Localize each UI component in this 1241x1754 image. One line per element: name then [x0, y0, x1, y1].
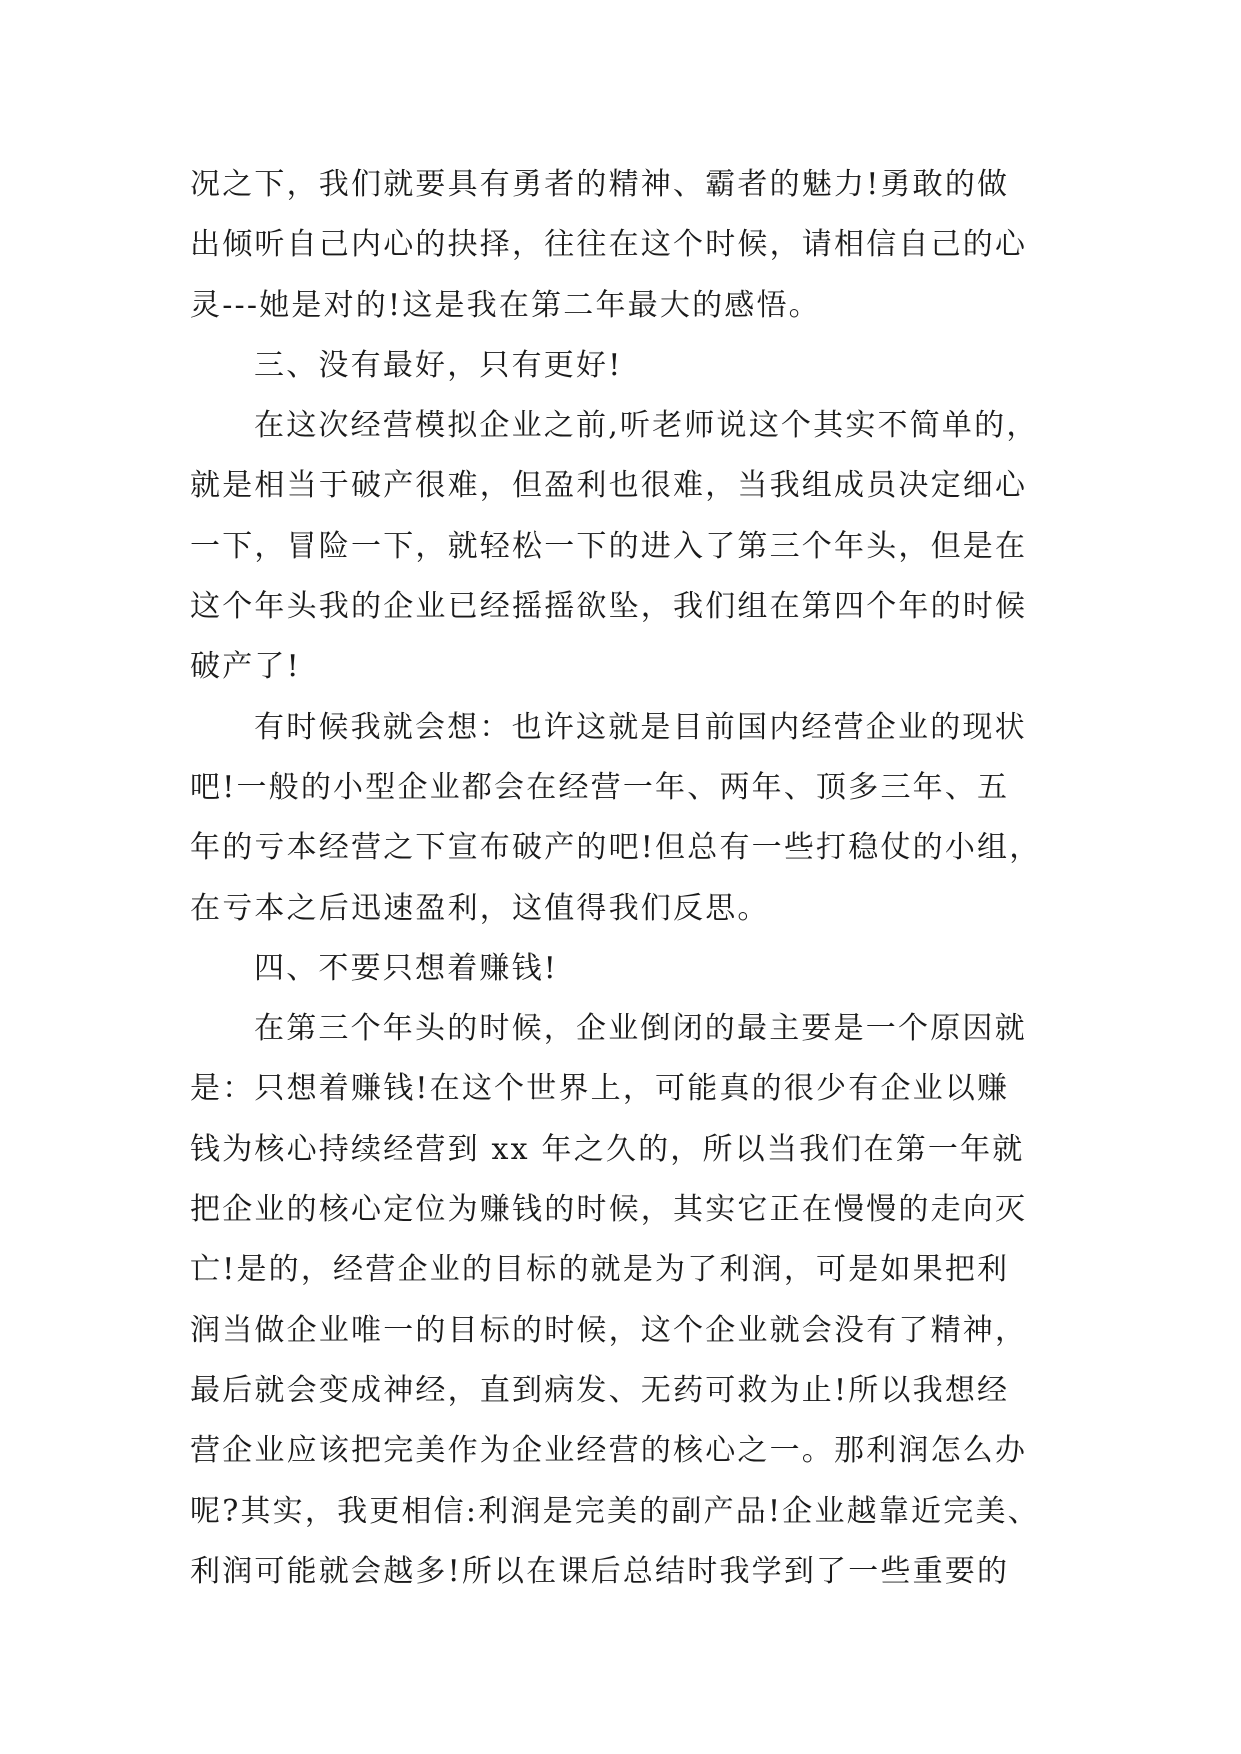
- document-body: [190, 155, 1070, 1602]
- paragraph-line: 这个年头我的企业已经摇摇欲坠，我们组在第四个年的时候: [190, 589, 1028, 625]
- paragraph-line: 营企业应该把完美作为企业经营的核心之一。那利润怎么办: [190, 1433, 1028, 1469]
- paragraph-line: 就是相当于破产很难，但盈利也很难，当我组成员决定细心: [190, 468, 1028, 504]
- paragraph-line: 灵---她是对的!这是我在第二年最大的感悟。: [190, 287, 821, 323]
- paragraph-line: 是：只想着赚钱!在这个世界上，可能真的很少有企业以赚: [190, 1071, 1010, 1107]
- paragraph-line: 吧!一般的小型企业都会在经营一年、两年、顶多三年、五: [190, 769, 1010, 805]
- paragraph-line: 在亏本之后迅速盈利，这值得我们反思。: [190, 890, 770, 926]
- paragraph-line: 把企业的核心定位为赚钱的时候，其实它正在慢慢的走向灭: [190, 1192, 1028, 1228]
- paragraph-line: 呢?其实，我更相信:利润是完美的副产品!企业越靠近完美、: [190, 1493, 1040, 1529]
- paragraph-line: 亡!是的，经营企业的目标的就是为了利润，可是如果把利: [190, 1252, 1010, 1288]
- section-heading: 四、不要只想着赚钱!: [254, 950, 559, 986]
- section-heading: 三、没有最好，只有更好!: [254, 347, 623, 383]
- paragraph-line: 年的亏本经营之下宣布破产的吧!但总有一些打稳仗的小组，: [190, 830, 1042, 866]
- paragraph-line: 利润可能就会越多!所以在课后总结时我学到了一些重要的: [190, 1553, 1010, 1589]
- paragraph-line: 出倾听自己内心的抉择，往往在这个时候，请相信自己的心: [190, 227, 1028, 263]
- paragraph-line: 最后就会变成神经，直到病发、无药可救为止!所以我想经: [190, 1372, 1010, 1408]
- paragraph-line: 一下，冒险一下，就轻松一下的进入了第三个年头，但是在: [190, 528, 1028, 564]
- paragraph-line: 在第三个年头的时候，企业倒闭的最主要是一个原因就: [254, 1011, 1027, 1047]
- paragraph-line: 钱为核心持续经营到 xx 年之久的，所以当我们在第一年就: [190, 1131, 1025, 1167]
- paragraph-line: 况之下，我们就要具有勇者的精神、霸者的魅力!勇敢的做: [190, 167, 1010, 202]
- paragraph-line: 破产了!: [190, 649, 301, 685]
- paragraph-line: 润当做企业唯一的目标的时候，这个企业就会没有了精神，: [190, 1312, 1028, 1348]
- paragraph-line: 有时候我就会想：也许这就是目前国内经营企业的现状: [254, 709, 1027, 745]
- paragraph-line: 在这次经营模拟企业之前,听老师说这个其实不简单的，: [254, 408, 1039, 444]
